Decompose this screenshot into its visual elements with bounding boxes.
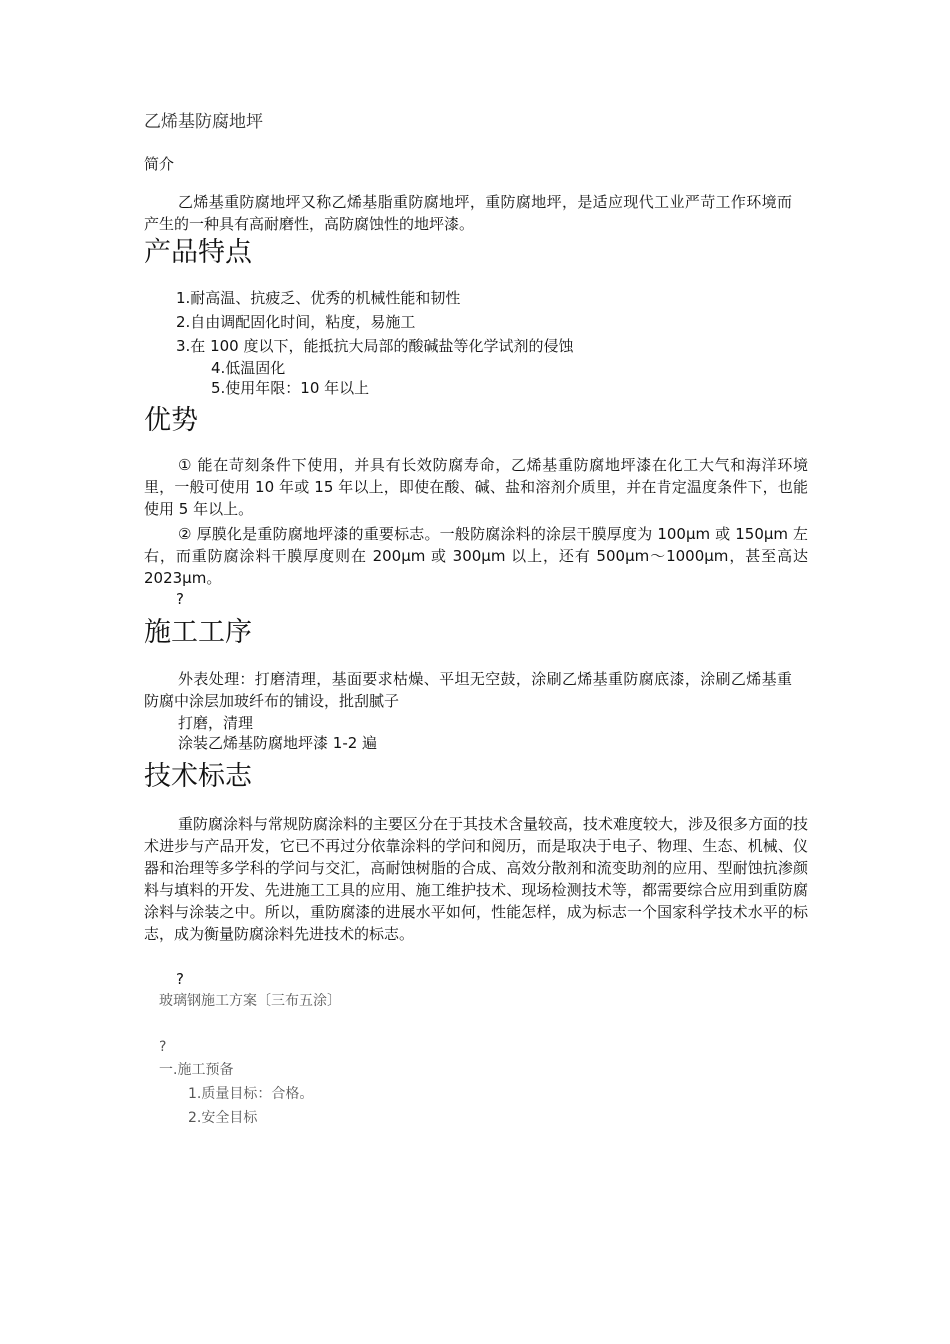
process-heading: 施工工序 [144,617,252,648]
process-step: 外表处理：打磨清理，基面要求枯燥、平坦无空鼓，涂刷乙烯基重防腐底漆，涂刷乙烯基重防腐中涂层加玻纤布的铺设，批刮腻子 [144,670,792,710]
advantage-paragraph-1: ① 能在苛刻条件下使用，并具有长效防腐寿命，乙烯基重防腐地坪漆在化工大气和海洋环境里，一般可使用 10 年或 15 年以上，即使在酸、碱、盐和溶剂介质里，并在肯定温度条件下，也能使用 5 年以上。 [144,456,808,518]
placeholder-mark: ? [159,1039,167,1055]
intro-paragraph: 乙烯基重防腐地坪又称乙烯基脂重防腐地坪，重防腐地坪，是适应现代工业严苛工作环境而产生的一种具有高耐磨性，高防腐蚀性的地坪漆。 [144,193,792,233]
process-step: 打磨，清理 [178,714,254,732]
prep-item: 1.质量目标：合格。 [188,1086,314,1102]
feature-item: 4.低温固化 [211,359,286,377]
advantages-heading: 优势 [144,405,198,436]
features-heading: 产品特点 [144,237,252,268]
feature-item: 2.自由调配固化时间，粘度，易施工 [176,313,416,331]
tech-paragraph: 重防腐涂料与常规防腐涂料的主要区分在于其技术含量较高，技术难度较大，涉及很多方面的技术进步与产品开发，它已不再过分依靠涂料的学问和阅历，而是取决于电子、物理、生态、机械、仪器和治理等多学科的学问与交汇，高耐蚀树脂的合成、高效分散剂和流变助剂的应用、型耐蚀抗渗颜料与填料的开发、先进施工工具的应用、施工维护技术、现场检测技术等，都需要综合应用到重防腐涂料与涂装之中。所以，重防腐漆的进展水平如何，性能怎样，成为标志一个国家科学技术水平的标志，成为衡量防腐涂料先进技术的标志。 [144,815,809,943]
advantage-paragraph-2: ② 厚膜化是重防腐地坪漆的重要标志。一般防腐涂料的涂层干膜厚度为 100μm 或 150μm 左右，而重防腐涂料干膜厚度则在 200μm 或 300μm 以上，还有 500μm～1000μm，甚至高达 2023μm。 [144,525,808,587]
feature-item: 5.使用年限：10 年以上 [211,379,370,397]
feature-item: 3.在 100 度以下，能抵抗大局部的酸碱盐等化学试剂的侵蚀 [176,337,574,355]
prep-heading: 一.施工预备 [159,1062,234,1078]
feature-item: 1.耐高温、抗疲乏、优秀的机械性能和韧性 [176,289,461,307]
placeholder-mark: ? [176,970,184,988]
prep-item: 2.安全目标 [188,1110,258,1126]
intro-heading: 简介 [144,155,175,173]
frp-plan-title: 玻璃钢施工方案〔三布五涂〕 [159,993,341,1009]
document-title: 乙烯基防腐地坪 [144,112,263,132]
placeholder-mark: ? [176,590,184,608]
process-step: 涂装乙烯基防腐地坪漆 1-2 遍 [178,734,378,752]
tech-heading: 技术标志 [144,761,252,792]
